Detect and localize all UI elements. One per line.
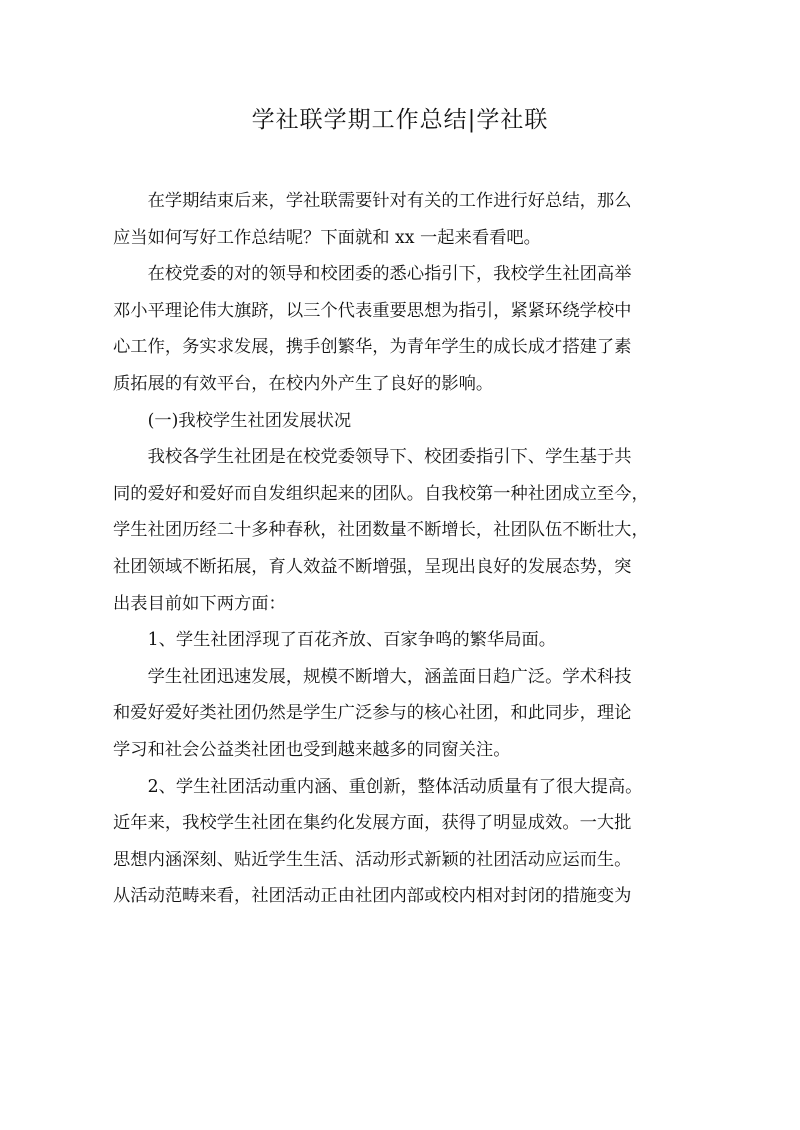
text-line: (一)我校学生社团发展状况 — [147, 410, 352, 431]
text-line: 在校党委的对的领导和校团委的悉心指引下，我校学生社团高举 — [147, 264, 632, 285]
text-line: 从活动范畴来看，社团活动正由社团内部或校内相对封闭的措施变为 — [113, 886, 632, 907]
text-line: 我校各学生社团是在校党委领导下、校团委指引下、学生基于共 — [147, 447, 632, 468]
document-title: 学社联学期工作总结|学社联 — [251, 107, 549, 133]
text-line: 应当如何写好工作总结呢？下面就和 xx 一起来看看吧。 — [113, 227, 541, 248]
paragraph-overview — [113, 439, 687, 622]
text-line: 1、学生社团浮现了百花齐放、百家争鸣的繁华局面。 — [147, 630, 557, 651]
point-one-heading — [113, 622, 687, 659]
text-line: 思想内涵深刻、贴近学生生活、活动形式新颖的社团活动应运而生。 — [113, 849, 632, 870]
paragraph-point-one — [113, 659, 687, 769]
text-line: 学生社团历经二十多种春秋，社团数量不断增长，社团队伍不断壮大， — [113, 520, 649, 541]
text-line: 社团领域不断拓展，育人效益不断增强，呈现出良好的发展态势，突 — [113, 556, 632, 577]
text-line: 近年来，我校学生社团在集约化发展方面，获得了明显成效。一大批 — [113, 813, 632, 834]
document-body — [113, 183, 687, 915]
paragraph-leadership — [113, 256, 687, 402]
section-heading — [113, 403, 687, 440]
paragraph-point-two — [113, 769, 687, 915]
text-line: 和爱好爱好类社团仍然是学生广泛参与的核心社团，和此同步，理论 — [113, 703, 632, 724]
text-line: 质拓展的有效平台，在校内外产生了良好的影响。 — [113, 373, 494, 394]
paragraph-intro — [113, 183, 687, 256]
text-line: 邓小平理论伟大旗跻，以三个代表重要思想为指引，紧紧环绕学校中 — [113, 300, 632, 321]
text-line: 同的爱好和爱好而自发组织起来的团队。自我校第一种社团成立至今， — [113, 483, 649, 504]
text-line: 出表目前如下两方面： — [113, 593, 286, 614]
text-line: 学习和社会公益类社团也受到越来越多的同窗关注。 — [113, 739, 511, 760]
text-line: 心工作，务实求发展，携手创繁华，为青年学生的成长成才搭建了素 — [113, 337, 632, 358]
text-line: 在学期结束后来，学社联需要针对有关的工作进行好总结，那么 — [147, 191, 632, 211]
text-line: 2、学生社团活动重内涵、重创新，整体活动质量有了很大提高。 — [147, 776, 643, 797]
text-line: 学生社团迅速发展，规模不断增大，涵盖面日趋广泛。学术科技 — [147, 666, 632, 687]
